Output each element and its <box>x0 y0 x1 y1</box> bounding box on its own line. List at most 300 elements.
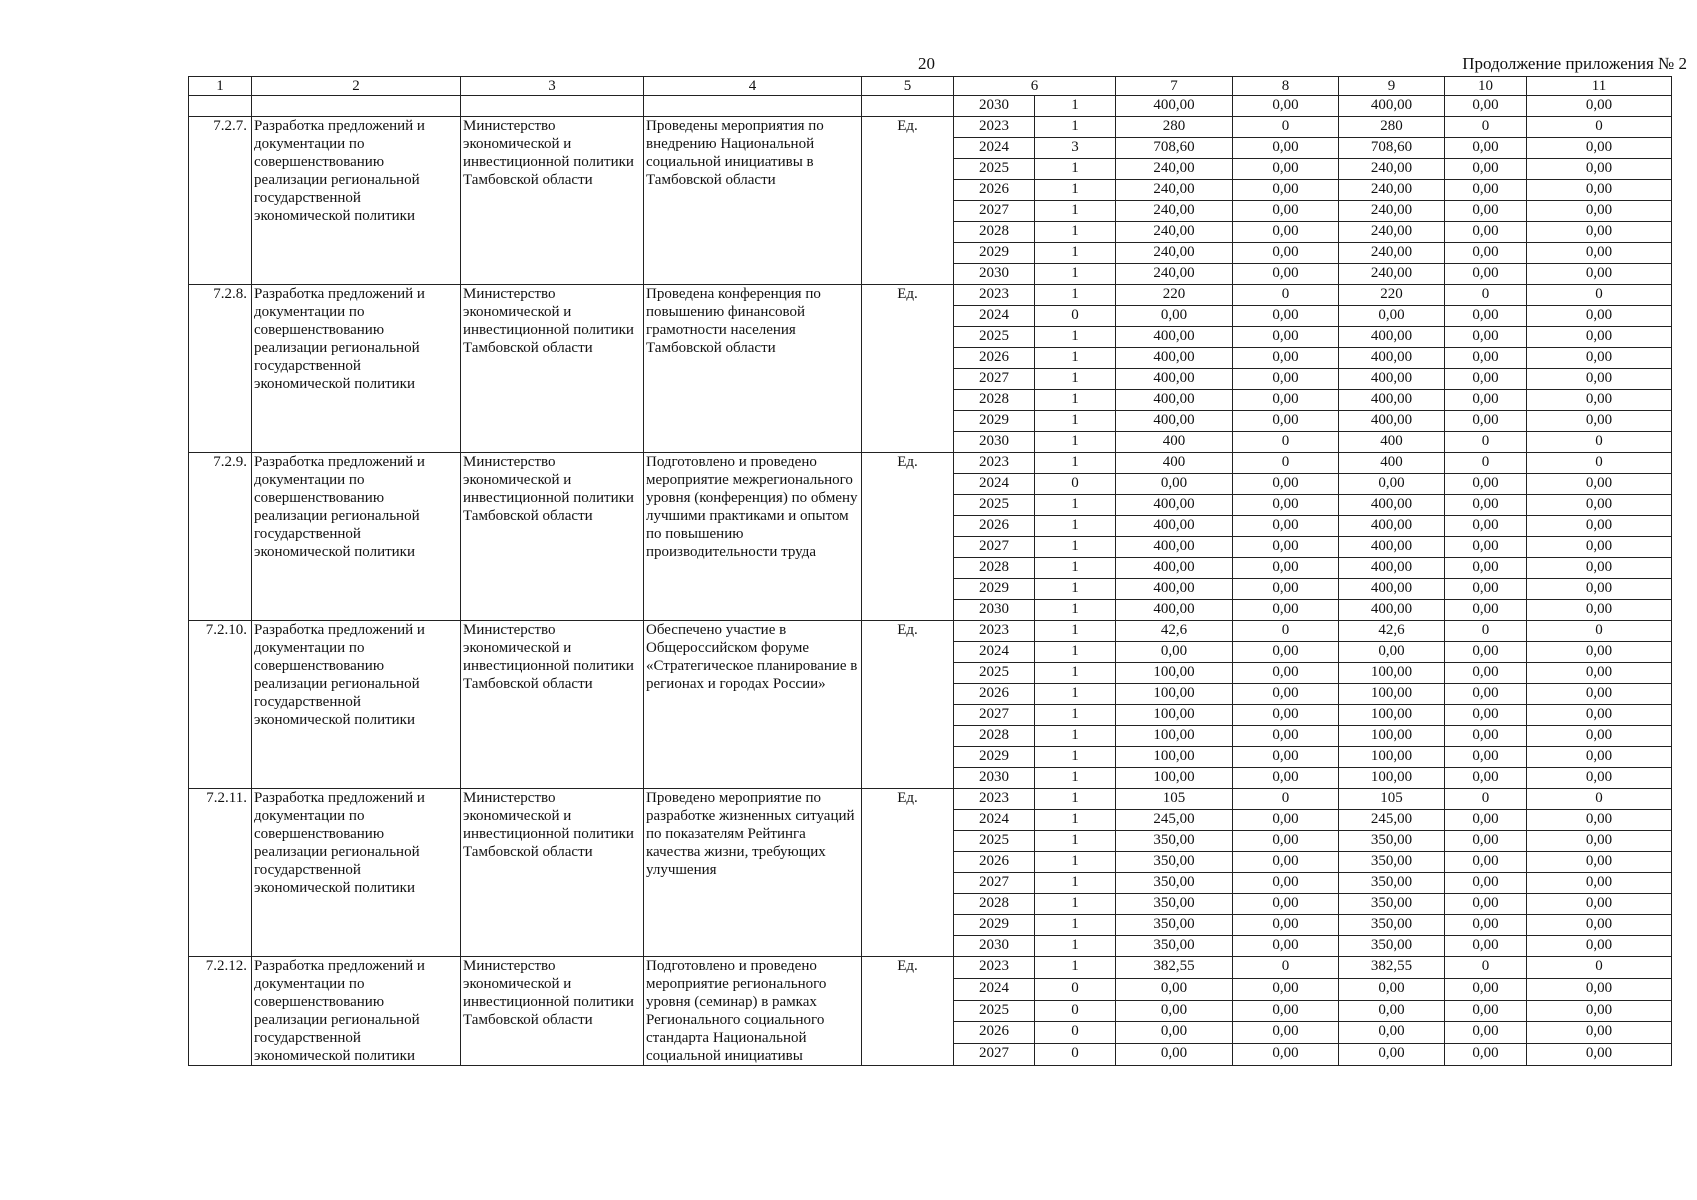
year-cell: 2024 <box>954 306 1035 327</box>
value-cell: 0,00 <box>1233 747 1339 768</box>
item-unit: Ед. <box>862 957 954 1066</box>
value-cell: 1 <box>1035 411 1116 432</box>
value-cell: 0,00 <box>1233 390 1339 411</box>
year-cell: 2029 <box>954 915 1035 936</box>
value-cell: 0 <box>1445 453 1527 474</box>
year-cell: 2027 <box>954 873 1035 894</box>
value-cell: 400,00 <box>1116 537 1233 558</box>
value-cell: 0 <box>1233 432 1339 453</box>
year-cell: 2026 <box>954 684 1035 705</box>
value-cell: 245,00 <box>1116 810 1233 831</box>
value-cell: 400,00 <box>1116 558 1233 579</box>
value-cell: 245,00 <box>1339 810 1445 831</box>
year-cell: 2023 <box>954 621 1035 642</box>
value-cell: 0 <box>1035 978 1116 1000</box>
value-cell: 350,00 <box>1116 915 1233 936</box>
value-cell: 0,00 <box>1527 474 1672 495</box>
value-cell: 0,00 <box>1233 852 1339 873</box>
year-cell: 2023 <box>954 789 1035 810</box>
value-cell: 1 <box>1035 705 1116 726</box>
value-cell: 1 <box>1035 348 1116 369</box>
value-cell: 100,00 <box>1116 705 1233 726</box>
year-cell: 2028 <box>954 726 1035 747</box>
value-cell: 350,00 <box>1116 852 1233 873</box>
value-cell: 1 <box>1035 369 1116 390</box>
value-cell: 350,00 <box>1339 852 1445 873</box>
value-cell: 0,00 <box>1233 474 1339 495</box>
value-cell: 400 <box>1339 453 1445 474</box>
value-cell: 0,00 <box>1233 348 1339 369</box>
column-header: 4 <box>644 77 862 96</box>
value-cell: 0,00 <box>1233 495 1339 516</box>
value-cell: 1 <box>1035 390 1116 411</box>
value-cell: 0,00 <box>1233 831 1339 852</box>
item-agency: Министерство экономической и инвестиционной политики Тамбовской области <box>461 957 644 1066</box>
year-cell: 2027 <box>954 369 1035 390</box>
value-cell: 400,00 <box>1339 537 1445 558</box>
value-cell: 1 <box>1035 201 1116 222</box>
year-cell: 2025 <box>954 159 1035 180</box>
value-cell: 400,00 <box>1339 411 1445 432</box>
value-cell: 0,00 <box>1445 1000 1527 1022</box>
value-cell: 0,00 <box>1445 411 1527 432</box>
item-name: Разработка предложений и документации по совершенствованию реализации региональной государственной экономической политики <box>252 453 461 621</box>
value-cell: 0,00 <box>1116 306 1233 327</box>
column-header: 2 <box>252 77 461 96</box>
value-cell: 0,00 <box>1233 138 1339 159</box>
value-cell: 0,00 <box>1233 96 1339 117</box>
value-cell: 400 <box>1339 432 1445 453</box>
value-cell: 0,00 <box>1445 558 1527 579</box>
value-cell: 0,00 <box>1233 600 1339 621</box>
item-name: Разработка предложений и документации по совершенствованию реализации региональной государственной экономической политики <box>252 621 461 789</box>
value-cell: 708,60 <box>1116 138 1233 159</box>
value-cell: 1 <box>1035 558 1116 579</box>
value-cell: 1 <box>1035 642 1116 663</box>
value-cell: 400,00 <box>1116 390 1233 411</box>
value-cell: 0,00 <box>1527 726 1672 747</box>
value-cell: 0,00 <box>1233 642 1339 663</box>
value-cell: 0,00 <box>1527 264 1672 285</box>
value-cell: 240,00 <box>1339 201 1445 222</box>
value-cell: 400,00 <box>1339 327 1445 348</box>
item-code: 7.2.11. <box>189 789 252 957</box>
year-cell: 2027 <box>954 537 1035 558</box>
year-cell: 2029 <box>954 747 1035 768</box>
value-cell: 1 <box>1035 285 1116 306</box>
year-cell: 2028 <box>954 390 1035 411</box>
value-cell: 400,00 <box>1116 327 1233 348</box>
value-cell: 240,00 <box>1116 201 1233 222</box>
value-cell: 350,00 <box>1116 894 1233 915</box>
year-cell: 2026 <box>954 180 1035 201</box>
value-cell: 0 <box>1233 453 1339 474</box>
value-cell: 0,00 <box>1445 159 1527 180</box>
value-cell: 0,00 <box>1527 243 1672 264</box>
year-cell: 2024 <box>954 474 1035 495</box>
value-cell: 1 <box>1035 684 1116 705</box>
value-cell: 0,00 <box>1445 306 1527 327</box>
value-cell: 105 <box>1116 789 1233 810</box>
value-cell: 1 <box>1035 894 1116 915</box>
value-cell: 0,00 <box>1445 369 1527 390</box>
value-cell: 100,00 <box>1339 726 1445 747</box>
value-cell: 0,00 <box>1339 978 1445 1000</box>
year-cell: 2030 <box>954 600 1035 621</box>
table-row <box>189 96 1672 117</box>
value-cell: 0 <box>1445 285 1527 306</box>
year-cell: 2024 <box>954 138 1035 159</box>
value-cell: 1 <box>1035 117 1116 138</box>
column-header: 7 <box>1116 77 1233 96</box>
value-cell: 1 <box>1035 936 1116 957</box>
value-cell: 0,00 <box>1233 1000 1339 1022</box>
item-agency: Министерство экономической и инвестиционной политики Тамбовской области <box>461 621 644 789</box>
value-cell: 0,00 <box>1445 495 1527 516</box>
value-cell: 0,00 <box>1527 894 1672 915</box>
value-cell: 0 <box>1035 474 1116 495</box>
value-cell: 382,55 <box>1116 957 1233 979</box>
item-name: Разработка предложений и документации по совершенствованию реализации региональной государственной экономической политики <box>252 285 461 453</box>
value-cell: 0,00 <box>1527 537 1672 558</box>
value-cell: 0,00 <box>1445 600 1527 621</box>
item-agency: Министерство экономической и инвестиционной политики Тамбовской области <box>461 789 644 957</box>
value-cell: 0,00 <box>1233 1022 1339 1044</box>
table-row <box>189 117 1672 138</box>
item-result: Обеспечено участие в Общероссийском форуме «Стратегическое планирование в регионах и городах России» <box>644 621 862 789</box>
item-result: Подготовлено и проведено мероприятие регионального уровня (семинар) в рамках Регионального социального стандарта Национальной социальной инициативы <box>644 957 862 1066</box>
item-unit: Ед. <box>862 621 954 789</box>
value-cell: 105 <box>1339 789 1445 810</box>
value-cell: 100,00 <box>1116 684 1233 705</box>
value-cell: 240,00 <box>1339 243 1445 264</box>
value-cell: 0,00 <box>1445 537 1527 558</box>
value-cell: 1 <box>1035 873 1116 894</box>
value-cell: 0,00 <box>1233 915 1339 936</box>
year-cell: 2030 <box>954 96 1035 117</box>
value-cell: 0,00 <box>1527 159 1672 180</box>
value-cell: 100,00 <box>1339 705 1445 726</box>
value-cell: 1 <box>1035 327 1116 348</box>
value-cell: 0 <box>1233 957 1339 979</box>
value-cell: 1 <box>1035 810 1116 831</box>
value-cell: 1 <box>1035 495 1116 516</box>
value-cell: 0,00 <box>1445 684 1527 705</box>
value-cell: 400,00 <box>1339 96 1445 117</box>
value-cell: 400,00 <box>1116 369 1233 390</box>
item-code: 7.2.8. <box>189 285 252 453</box>
value-cell: 0 <box>1445 957 1527 979</box>
value-cell: 350,00 <box>1116 831 1233 852</box>
value-cell: 240,00 <box>1339 264 1445 285</box>
year-cell: 2026 <box>954 348 1035 369</box>
value-cell: 1 <box>1035 516 1116 537</box>
value-cell: 0,00 <box>1527 1044 1672 1066</box>
column-header: 9 <box>1339 77 1445 96</box>
item-name: Разработка предложений и документации по совершенствованию реализации региональной государственной экономической политики <box>252 789 461 957</box>
value-cell: 400,00 <box>1339 600 1445 621</box>
table-row <box>189 789 1672 810</box>
value-cell: 0,00 <box>1445 810 1527 831</box>
value-cell: 0,00 <box>1527 1022 1672 1044</box>
item-code: 7.2.12. <box>189 957 252 1066</box>
year-cell: 2029 <box>954 579 1035 600</box>
value-cell: 1 <box>1035 915 1116 936</box>
year-cell: 2030 <box>954 768 1035 789</box>
value-cell: 0,00 <box>1233 684 1339 705</box>
value-cell: 280 <box>1339 117 1445 138</box>
value-cell: 400,00 <box>1116 600 1233 621</box>
value-cell: 1 <box>1035 600 1116 621</box>
value-cell: 0 <box>1445 432 1527 453</box>
value-cell: 0,00 <box>1233 222 1339 243</box>
year-cell: 2027 <box>954 201 1035 222</box>
column-header: 8 <box>1233 77 1339 96</box>
value-cell: 0 <box>1233 621 1339 642</box>
value-cell: 240,00 <box>1116 264 1233 285</box>
item-unit: Ед. <box>862 117 954 285</box>
value-cell: 0,00 <box>1527 1000 1672 1022</box>
item-agency: Министерство экономической и инвестиционной политики Тамбовской области <box>461 285 644 453</box>
value-cell: 0,00 <box>1527 810 1672 831</box>
value-cell: 400 <box>1116 432 1233 453</box>
value-cell: 0,00 <box>1116 1000 1233 1022</box>
value-cell: 0,00 <box>1445 873 1527 894</box>
value-cell: 0,00 <box>1445 390 1527 411</box>
value-cell: 100,00 <box>1339 768 1445 789</box>
year-cell: 2023 <box>954 957 1035 979</box>
value-cell: 400,00 <box>1116 516 1233 537</box>
value-cell: 400,00 <box>1116 579 1233 600</box>
value-cell: 400,00 <box>1116 96 1233 117</box>
value-cell: 382,55 <box>1339 957 1445 979</box>
value-cell: 0,00 <box>1445 726 1527 747</box>
value-cell: 220 <box>1339 285 1445 306</box>
value-cell: 0,00 <box>1339 642 1445 663</box>
item-result: Подготовлено и проведено мероприятие межрегионального уровня (конференция) по обмену лучшими практиками и опытом по повышению производительности труда <box>644 453 862 621</box>
value-cell: 0,00 <box>1233 159 1339 180</box>
value-cell: 0,00 <box>1527 180 1672 201</box>
value-cell: 350,00 <box>1339 915 1445 936</box>
column-header: 10 <box>1445 77 1527 96</box>
value-cell: 0,00 <box>1445 894 1527 915</box>
value-cell: 240,00 <box>1116 222 1233 243</box>
value-cell: 0,00 <box>1445 705 1527 726</box>
empty-cell <box>644 96 862 117</box>
year-cell: 2027 <box>954 705 1035 726</box>
value-cell: 0,00 <box>1233 579 1339 600</box>
value-cell: 1 <box>1035 96 1116 117</box>
value-cell: 400,00 <box>1116 348 1233 369</box>
value-cell: 0,00 <box>1445 327 1527 348</box>
value-cell: 42,6 <box>1339 621 1445 642</box>
value-cell: 1 <box>1035 831 1116 852</box>
value-cell: 0,00 <box>1527 852 1672 873</box>
value-cell: 100,00 <box>1339 663 1445 684</box>
value-cell: 1 <box>1035 579 1116 600</box>
value-cell: 350,00 <box>1339 831 1445 852</box>
value-cell: 0 <box>1527 285 1672 306</box>
data-table <box>188 76 1672 1066</box>
value-cell: 0,00 <box>1445 222 1527 243</box>
value-cell: 3 <box>1035 138 1116 159</box>
value-cell: 708,60 <box>1339 138 1445 159</box>
value-cell: 0,00 <box>1527 579 1672 600</box>
value-cell: 0,00 <box>1339 1044 1445 1066</box>
value-cell: 0,00 <box>1445 915 1527 936</box>
value-cell: 0,00 <box>1527 705 1672 726</box>
year-cell: 2030 <box>954 264 1035 285</box>
value-cell: 400,00 <box>1339 390 1445 411</box>
empty-cell <box>862 96 954 117</box>
value-cell: 0,00 <box>1233 873 1339 894</box>
year-cell: 2023 <box>954 117 1035 138</box>
value-cell: 0,00 <box>1445 348 1527 369</box>
value-cell: 0,00 <box>1445 831 1527 852</box>
value-cell: 1 <box>1035 537 1116 558</box>
value-cell: 400,00 <box>1339 495 1445 516</box>
value-cell: 0,00 <box>1233 264 1339 285</box>
value-cell: 0,00 <box>1527 222 1672 243</box>
value-cell: 0,00 <box>1445 474 1527 495</box>
value-cell: 1 <box>1035 852 1116 873</box>
table-row <box>189 957 1672 979</box>
value-cell: 0,00 <box>1445 180 1527 201</box>
value-cell: 0 <box>1035 1022 1116 1044</box>
year-cell: 2024 <box>954 978 1035 1000</box>
value-cell: 0,00 <box>1445 747 1527 768</box>
value-cell: 100,00 <box>1339 747 1445 768</box>
value-cell: 0,00 <box>1527 558 1672 579</box>
value-cell: 0,00 <box>1527 348 1672 369</box>
column-header: 11 <box>1527 77 1672 96</box>
value-cell: 0,00 <box>1527 516 1672 537</box>
value-cell: 1 <box>1035 222 1116 243</box>
value-cell: 0,00 <box>1527 96 1672 117</box>
column-header: 6 <box>954 77 1116 96</box>
value-cell: 0,00 <box>1233 726 1339 747</box>
item-result: Проведены мероприятия по внедрению Национальной социальной инициативы в Тамбовской области <box>644 117 862 285</box>
table-row <box>189 285 1672 306</box>
year-cell: 2027 <box>954 1044 1035 1066</box>
value-cell: 1 <box>1035 957 1116 979</box>
value-cell: 0,00 <box>1116 474 1233 495</box>
value-cell: 350,00 <box>1339 894 1445 915</box>
value-cell: 100,00 <box>1116 726 1233 747</box>
value-cell: 0,00 <box>1233 705 1339 726</box>
value-cell: 0,00 <box>1527 495 1672 516</box>
value-cell: 0,00 <box>1233 327 1339 348</box>
value-cell: 1 <box>1035 432 1116 453</box>
value-cell: 0,00 <box>1527 600 1672 621</box>
value-cell: 0,00 <box>1445 978 1527 1000</box>
year-cell: 2023 <box>954 453 1035 474</box>
column-number-row <box>189 77 1672 96</box>
year-cell: 2028 <box>954 894 1035 915</box>
year-cell: 2023 <box>954 285 1035 306</box>
value-cell: 240,00 <box>1116 243 1233 264</box>
value-cell: 0,00 <box>1445 264 1527 285</box>
year-cell: 2026 <box>954 1022 1035 1044</box>
value-cell: 100,00 <box>1339 684 1445 705</box>
value-cell: 0,00 <box>1233 810 1339 831</box>
value-cell: 1 <box>1035 726 1116 747</box>
page-number: 20 <box>918 54 935 73</box>
value-cell: 0,00 <box>1339 1000 1445 1022</box>
year-cell: 2025 <box>954 831 1035 852</box>
value-cell: 0 <box>1233 117 1339 138</box>
value-cell: 350,00 <box>1116 873 1233 894</box>
value-cell: 100,00 <box>1116 768 1233 789</box>
value-cell: 0,00 <box>1527 327 1672 348</box>
value-cell: 0 <box>1527 789 1672 810</box>
value-cell: 400,00 <box>1116 495 1233 516</box>
table-row <box>189 621 1672 642</box>
empty-cell <box>461 96 644 117</box>
value-cell: 400,00 <box>1339 579 1445 600</box>
value-cell: 400,00 <box>1339 369 1445 390</box>
value-cell: 0,00 <box>1116 642 1233 663</box>
year-cell: 2024 <box>954 810 1035 831</box>
value-cell: 0 <box>1233 285 1339 306</box>
value-cell: 1 <box>1035 243 1116 264</box>
value-cell: 0,00 <box>1233 978 1339 1000</box>
value-cell: 400,00 <box>1339 516 1445 537</box>
value-cell: 0,00 <box>1527 411 1672 432</box>
value-cell: 0,00 <box>1527 873 1672 894</box>
value-cell: 0,00 <box>1527 936 1672 957</box>
value-cell: 0,00 <box>1445 1044 1527 1066</box>
value-cell: 0 <box>1445 621 1527 642</box>
value-cell: 0,00 <box>1233 1044 1339 1066</box>
value-cell: 240,00 <box>1116 180 1233 201</box>
value-cell: 100,00 <box>1116 747 1233 768</box>
value-cell: 0 <box>1527 621 1672 642</box>
year-cell: 2028 <box>954 222 1035 243</box>
value-cell: 1 <box>1035 621 1116 642</box>
value-cell: 240,00 <box>1339 159 1445 180</box>
value-cell: 0,00 <box>1445 642 1527 663</box>
value-cell: 0 <box>1445 789 1527 810</box>
empty-cell <box>189 96 252 117</box>
value-cell: 0,00 <box>1527 663 1672 684</box>
value-cell: 0,00 <box>1233 768 1339 789</box>
value-cell: 100,00 <box>1116 663 1233 684</box>
value-cell: 0,00 <box>1445 579 1527 600</box>
value-cell: 0,00 <box>1527 201 1672 222</box>
year-cell: 2029 <box>954 243 1035 264</box>
value-cell: 220 <box>1116 285 1233 306</box>
value-cell: 0,00 <box>1527 684 1672 705</box>
value-cell: 0,00 <box>1527 915 1672 936</box>
item-agency: Министерство экономической и инвестиционной политики Тамбовской области <box>461 453 644 621</box>
value-cell: 0,00 <box>1233 516 1339 537</box>
value-cell: 0,00 <box>1233 558 1339 579</box>
continuation-label: Продолжение приложения № 2 <box>1462 54 1687 73</box>
year-cell: 2025 <box>954 327 1035 348</box>
year-cell: 2029 <box>954 411 1035 432</box>
value-cell: 240,00 <box>1339 222 1445 243</box>
value-cell: 0 <box>1527 432 1672 453</box>
value-cell: 0,00 <box>1339 1022 1445 1044</box>
year-cell: 2025 <box>954 495 1035 516</box>
value-cell: 400,00 <box>1339 348 1445 369</box>
value-cell: 1 <box>1035 264 1116 285</box>
value-cell: 0,00 <box>1527 978 1672 1000</box>
value-cell: 0 <box>1527 117 1672 138</box>
value-cell: 0 <box>1527 453 1672 474</box>
value-cell: 1 <box>1035 747 1116 768</box>
